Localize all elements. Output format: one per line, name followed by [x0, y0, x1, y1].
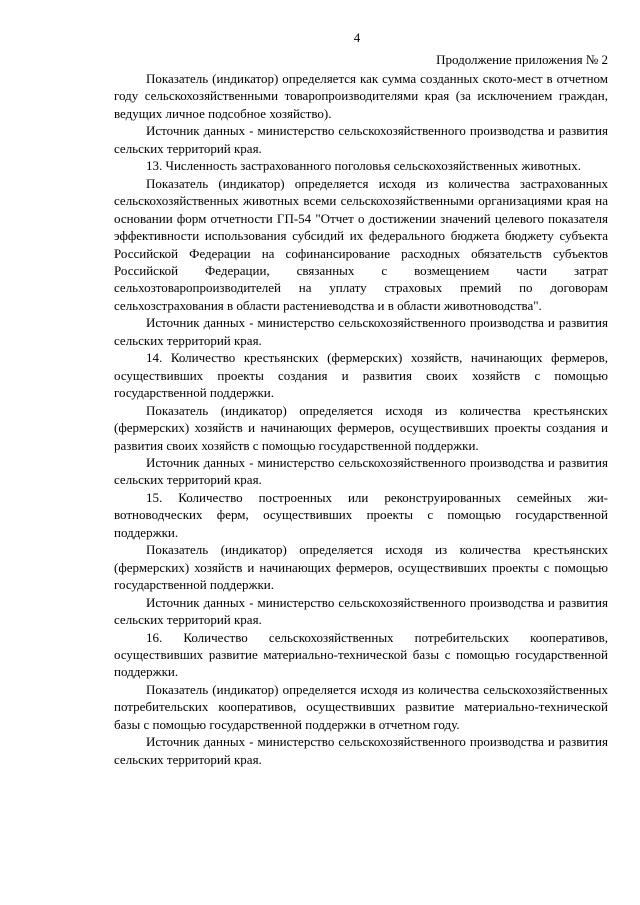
paragraph-item-15-indicator: Показатель (индикатор) определяется исходя из количества крестьянских (фермерских) хозяйств и начинающих фермеров, осуществивших проекты с помощью государственной поддержки.: [114, 542, 608, 593]
paragraph-item-16: 16. Количество сельскохозяйственных потребительских кооперативов, осуществивших развитие материально-технической базы с помощью государственной поддержки.: [114, 629, 608, 680]
paragraph-data-source: Источник данных - министерство сельскохозяйственного производства и развития сельских территорий края.: [114, 454, 608, 488]
paragraph-data-source: Источник данных - министерство сельскохозяйственного производства и развития сельских территорий края.: [114, 734, 608, 767]
paragraph-data-source: Источник данных - министерство сельскохозяйственного производства и развития сельских территорий края.: [114, 315, 608, 348]
document-page: [114, 30, 608, 768]
continuation-label: Продолжение приложения № 2: [436, 52, 608, 67]
document-body: [114, 70, 608, 768]
paragraph-item-15: 15. Количество построенных или реконструированных семейных животноводческих ферм, осуществивших проекты с помощью государственной поддержки.: [114, 489, 608, 540]
paragraph-item-16-indicator: Показатель (индикатор) определяется исходя из количества сельскохозяйственных потребительских кооперативов, осуществивших развитие материально-технической базы с помощью государственной поддержки в отчетном году.: [114, 681, 608, 732]
paragraph-item-13-indicator: Показатель (индикатор) определяется исходя из количества застрахованных сельскохозяйственных животных всеми сельскохозяйственными организациями края на основании форм отчетности ГП-54 "Отчет о достижении значений целевого показателя эффективности использования субсидий их федерального бюджета бюджету субъекта Российской Федерации на софинансирование расходных обязательств субъектов Российской Федерации, связанных с возмещением части затрат сельхозтоваропроизводителей на уплату страховых премий по договорам сельхозстрахования в области растениеводства и в области животноводства".: [114, 175, 608, 313]
paragraph-data-source: Источник данных - министерство сельскохозяйственного производства и развития сельских территорий края.: [114, 594, 608, 628]
paragraph-item-13: 13. Численность застрахованного поголовья сельскохозяйственных животных.: [146, 158, 581, 174]
paragraph-data-source: Источник данных - министерство сельскохозяйственного производства и развития сельских территорий края.: [114, 123, 608, 156]
page-number: 4: [353, 30, 361, 45]
paragraph-item-14-indicator: Показатель (индикатор) определяется исходя из количества крестьянских (фермерских) хозяйств и начинающих фермеров, осуществивших проекты создания и развития своих хозяйств с помощью государственной поддержки.: [114, 402, 608, 453]
paragraph-scoto-mesta-indicator: Показатель (индикатор) определяется как сумма созданных ското-мест в отчетном году сельскохозяйственными товаропроизводителями края (за исключением граждан, ведущих личное подсобное хозяйство).: [114, 71, 608, 121]
paragraph-item-14: 14. Количество крестьянских (фермерских) хозяйств, начинающих фермеров, осуществивших проекты создания и развития своих хозяйств с помощью государственной поддержки.: [114, 350, 608, 401]
